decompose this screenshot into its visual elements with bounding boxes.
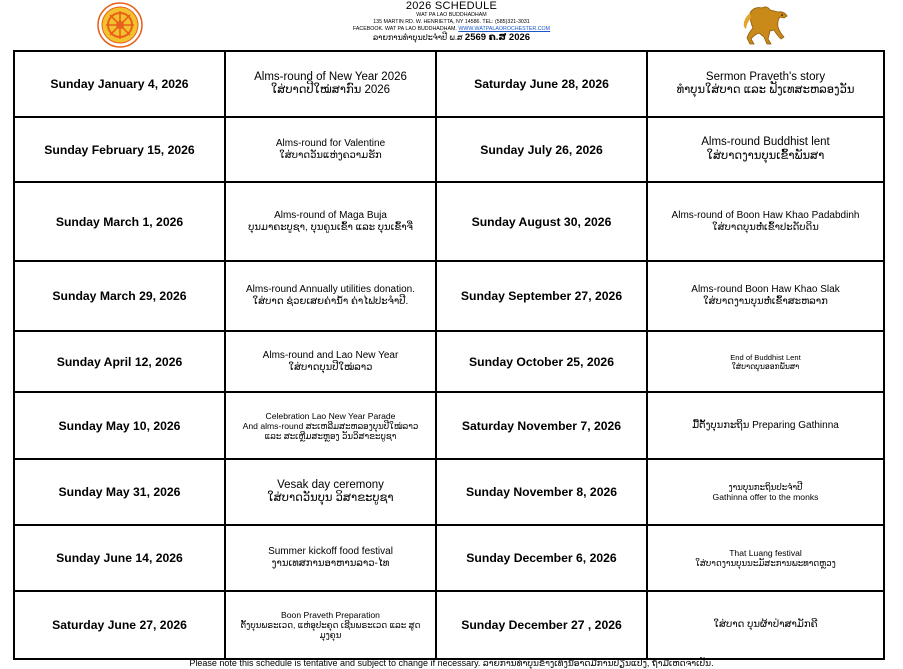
event-description	[647, 591, 884, 659]
schedule-row	[14, 591, 884, 659]
event-description	[225, 117, 436, 182]
event-line: End of Buddhist Lent	[730, 352, 801, 362]
schedule-row	[14, 525, 884, 591]
event-line: Vesak day ceremony	[277, 478, 384, 491]
event-date: Sunday May 10, 2026	[14, 392, 225, 459]
event-line: ໃສ່ບາດບຸນອອກພັນສາ	[731, 361, 800, 371]
event-date: Sunday October 25, 2026	[436, 331, 647, 392]
org-name: WAT PA LAO BUDDHADHAM	[416, 12, 487, 18]
event-line: ທຳບຸນໃສ່ບາດ ແລະ ຟັງເທສະຫລອງວັນ	[676, 84, 855, 96]
event-date: Saturday June 27, 2026	[14, 591, 225, 659]
website-link[interactable]: WWW.WATPALAOROCHESTER.COM	[458, 26, 551, 32]
event-line: Alms-round Boon Haw Khao Slak	[691, 284, 840, 295]
page-header	[0, 0, 903, 50]
event-line: ໃສ່ບາດວັນແຫ່ງຄວາມຮັກ	[279, 149, 382, 161]
event-description	[647, 459, 884, 525]
event-line: Summer kickoff food festival	[268, 546, 393, 557]
event-date: Sunday March 29, 2026	[14, 261, 225, 331]
event-description	[225, 182, 436, 261]
dharma-wheel-logo	[97, 2, 143, 48]
lao-title	[300, 33, 603, 43]
schedule-row	[14, 459, 884, 525]
event-line: ງານບຸນກະຖິນປະຈຳປີ	[728, 482, 803, 492]
schedule-row	[14, 51, 884, 117]
event-line: That Luang festival	[729, 548, 802, 558]
event-line: ໃສ່ບາດງານບຸນຫໍ່ເຂົ້າສະຫລາກ	[703, 296, 828, 307]
event-line: Sermon Praveth's story	[705, 70, 826, 83]
event-date: Sunday June 14, 2026	[14, 525, 225, 591]
schedule-row	[14, 117, 884, 182]
event-date: Sunday December 6, 2026	[436, 525, 647, 591]
event-date: Sunday December 27 , 2026	[436, 591, 647, 659]
event-date: Sunday May 31, 2026	[14, 459, 225, 525]
event-description	[647, 331, 884, 392]
event-line: ມຸງຄຸນ	[319, 630, 342, 640]
schedule-title: 2026 SCHEDULE	[405, 0, 498, 12]
schedule-row	[14, 261, 884, 331]
org-address: 135 MARTIN RD. W. HENRIETTA, NY 14586. TEL: (585)321-3031	[373, 19, 530, 25]
event-line: ໃສ່ບາດງານບຸນນະມັສະການພະທາດຫຼວງ	[695, 558, 836, 568]
facebook-text: FACEBOOK. WAT PA LAO BUDDHADHAM.	[352, 26, 457, 32]
event-line: Alms-round Annually utilities donation.	[246, 284, 415, 295]
event-date: Sunday April 12, 2026	[14, 331, 225, 392]
golden-horse-icon	[740, 3, 792, 47]
lao-year: 2569 ຄ.ສ 2026	[464, 32, 531, 43]
event-line: ໃສ່ບາດບຸນຫໍ່ເຂົ້າປະດັບດິນ	[712, 221, 819, 233]
event-line: Alms-round of New Year 2026	[254, 70, 407, 83]
event-date: Sunday November 8, 2026	[436, 459, 647, 525]
event-line: Alms-round for Valentine	[275, 137, 386, 149]
event-line: ໃສ່ບາດປີໃໝ່ສາກົນ 2026	[270, 84, 391, 96]
event-description	[647, 117, 884, 182]
event-description	[225, 51, 436, 117]
event-line: Alms-round of Boon Haw Khao Padabdinh	[671, 209, 860, 221]
event-description	[225, 591, 436, 659]
tentative-note: Please note this schedule is tentative and subject to change if necessary. ລາຍການທຳບຸນຂ້າງເທິງນີ້ອາດມີການປ່ຽນແປງ, ຖ້າມີເຫດຈຳເປັນ.	[189, 658, 714, 668]
event-line: ບຸນມາຄະບູຊາ, ບຸນຄູນເຂົ້າ ແລະ ບຸນເຂົ້າຈີ່	[248, 221, 413, 233]
event-line: Boon Praveth Preparation	[281, 610, 380, 620]
event-description	[225, 525, 436, 591]
schedule-row	[14, 331, 884, 392]
schedule-row	[14, 182, 884, 261]
event-description	[647, 51, 884, 117]
event-date: Sunday July 26, 2026	[436, 117, 647, 182]
event-line: Alms-round and Lao New Year	[262, 349, 399, 361]
event-line: ໃສ່ບາດ ບຸນຜ້າປ່າສາມັກຄີ	[713, 619, 818, 630]
event-line: ຕັ້ງບຸນພຣະເວດ, ແຫ່ອຸປະຄຸດ ເຊີນພຣະເວດ ແລະ ສູດ	[240, 620, 421, 630]
lao-title-text: ລາຍການທຳບຸນປະຈຳປີ ພ.ສ	[372, 33, 463, 42]
event-line: Celebration Lao New Year Parade	[265, 410, 396, 421]
event-line: ງານເທສການອາຫານລາວ-ໄທ	[271, 558, 390, 569]
event-date: Sunday August 30, 2026	[436, 182, 647, 261]
event-description	[647, 261, 884, 331]
event-line: ໃສ່ບາດງານບຸນເຂົ້າພັນສາ	[706, 149, 825, 162]
event-description	[225, 459, 436, 525]
event-date: Sunday January 4, 2026	[14, 51, 225, 117]
org-contact	[300, 26, 603, 33]
event-description	[647, 525, 884, 591]
event-line: Alms-round of Maga Buja	[274, 209, 387, 221]
event-line: ມື້ຕັ້ງບຸນກະຖິນ Preparing Gathinna	[692, 419, 839, 431]
event-description	[647, 182, 884, 261]
event-date: Saturday November 7, 2026	[436, 392, 647, 459]
event-line: Alms-round Buddhist lent	[701, 136, 830, 148]
event-description	[225, 331, 436, 392]
event-line: ໃສ່ບາດວັນບຸນ ວິສາຂະບູຊາ	[267, 492, 394, 504]
event-line: ແລະ ສະເຫຼີມສະຫຼອງ ວັນວິສາຂະບູຊາ	[264, 430, 397, 441]
event-date: Sunday February 15, 2026	[14, 117, 225, 182]
event-line: Gathinna offer to the monks	[712, 492, 819, 502]
event-date: Saturday June 28, 2026	[436, 51, 647, 117]
event-description	[647, 392, 884, 459]
schedule-row	[14, 392, 884, 459]
event-line: ໃສ່ບາດ ຊ່ວຍເສຍຄ່ານໍ້າ ຄ່າໄຟປະຈຳປີ.	[252, 296, 409, 307]
event-date: Sunday September 27, 2026	[436, 261, 647, 331]
event-date: Sunday March 1, 2026	[14, 182, 225, 261]
event-description	[225, 392, 436, 459]
event-line: And alms-round ສະເຫລີມສະຫລອງບຸນປີໃໝ່ລາວ	[242, 420, 419, 431]
event-line: ໃສ່ບາດບຸນປີໃໝ່ລາວ	[288, 361, 373, 373]
event-description	[225, 261, 436, 331]
schedule-table	[13, 50, 885, 660]
